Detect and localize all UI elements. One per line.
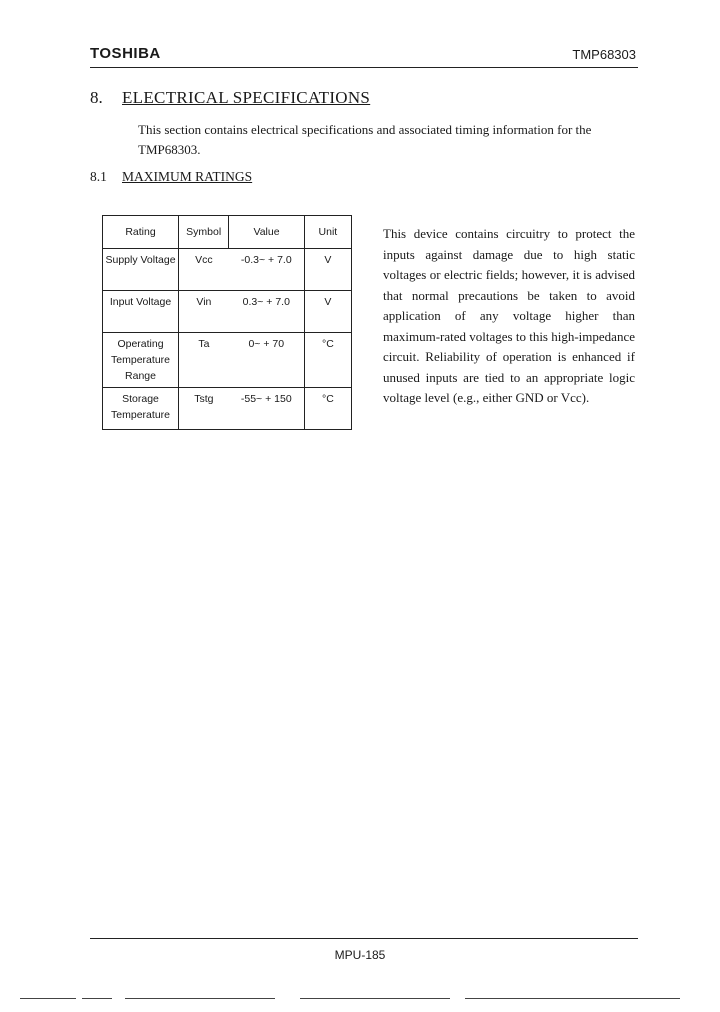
header-unit: Unit [304,216,351,249]
header-symbol: Symbol [179,216,229,249]
part-number: TMP68303 [572,47,636,62]
scan-artifact-line [20,998,76,999]
cell-symbol: Ta [179,333,229,388]
subsection-number: 8.1 [90,169,107,184]
cell-unit: V [304,249,351,291]
cell-symbol: Vin [179,291,229,333]
header-divider [90,67,638,68]
section-title: ELECTRICAL SPECIFICATIONS [122,88,371,107]
cell-symbol: Vcc [179,249,229,291]
maximum-ratings-table [102,215,352,430]
cell-rating: Input Voltage [103,291,179,333]
scan-artifact-line [82,998,112,999]
cell-unit: °C [304,333,351,388]
cell-value: 0.3~ + 7.0 [229,291,305,333]
cell-value: 0~ + 70 [229,333,305,388]
cell-value: -0.3~ + 7.0 [229,249,305,291]
cell-rating: Operating Temperature Range [103,333,179,388]
header-value: Value [229,216,305,249]
header-rating: Rating [103,216,179,249]
cell-unit: V [304,291,351,333]
scan-artifact-line [300,998,450,999]
table-header-row [103,216,352,249]
footer-divider [90,938,638,939]
page-label: MPU-185 [334,948,386,962]
table-row [103,333,352,388]
brand-logo: TOSHIBA [90,45,161,62]
section-intro: This section contains electrical specifications and associated timing information for the TMP68303. [138,122,592,157]
protection-note: This device contains circuitry to protect the inputs against damage due to high static voltages or electric fields; however, it is advised that normal precautions be taken to avoid application of any voltage higher than maximum-rated voltages to this high-impedance circuit. Reliability of operation is enhanced if unused inputs are tied to an appropriate logic voltage level (e.g., either GND or Vcc). [383,226,635,405]
cell-rating: Storage Temperature [103,388,179,430]
table-row [103,249,352,291]
cell-rating: Supply Voltage [103,249,179,291]
scan-artifact-line [125,998,275,999]
subsection-title: MAXIMUM RATINGS [122,169,253,184]
cell-unit: °C [304,388,351,430]
scan-artifact-line [465,998,680,999]
cell-value: -55~ + 150 [229,388,305,430]
cell-symbol: Tstg [179,388,229,430]
table-row [103,291,352,333]
section-number: 8. [90,88,103,107]
table-row [103,388,352,430]
